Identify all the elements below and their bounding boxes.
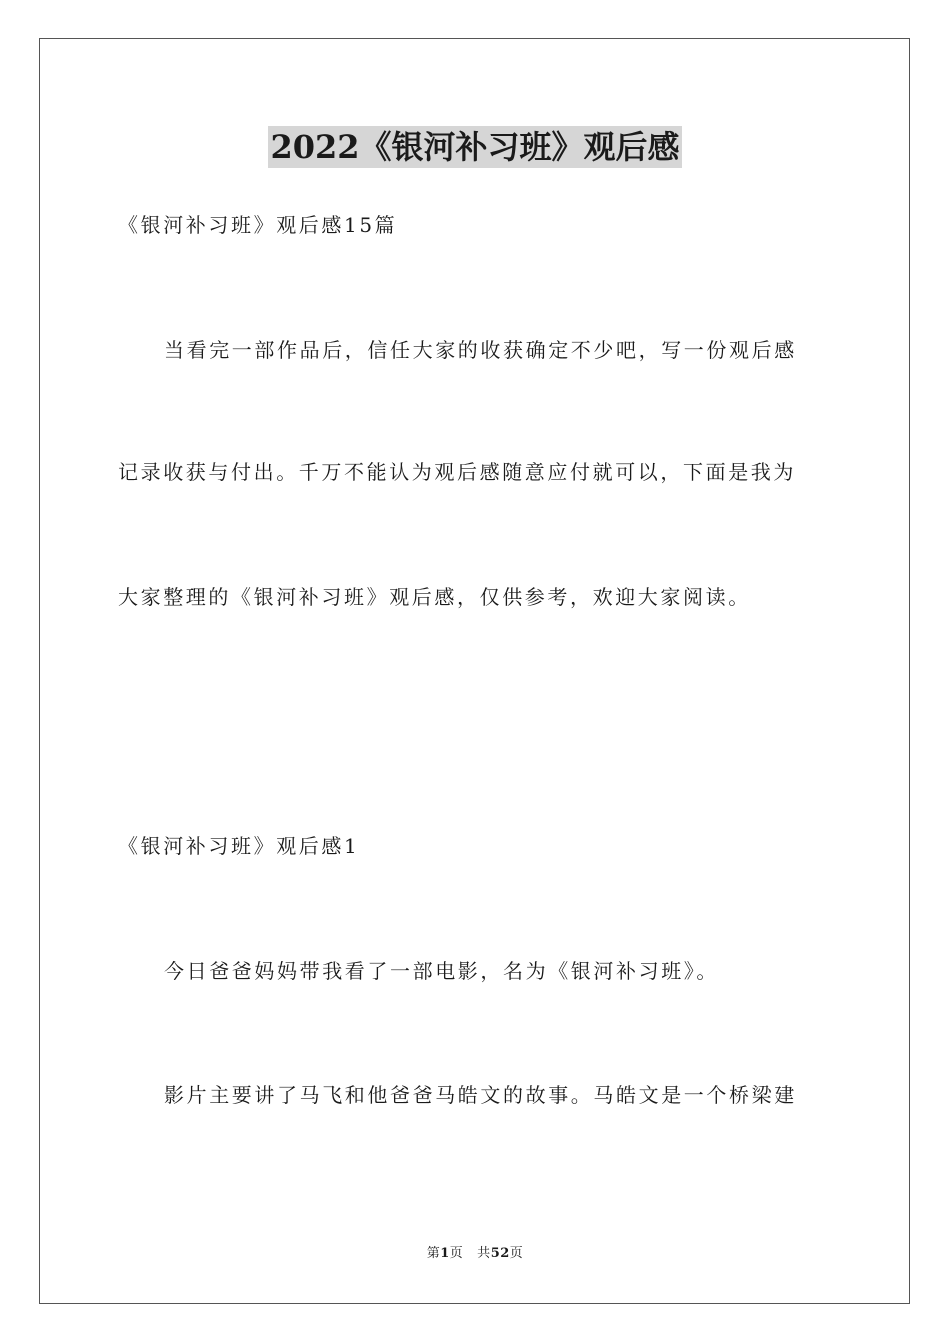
page-footer — [0, 1245, 950, 1263]
footer-page-suffix: 页 — [449, 1246, 464, 1261]
footer-total-prefix: 共 — [477, 1246, 491, 1261]
document-title: 2022《银河补习班》观后感 — [270, 128, 680, 166]
footer-page-prefix: 第 — [426, 1246, 441, 1261]
footer-total-pages: 52 — [490, 1246, 510, 1261]
body-line-2: 影片主要讲了马飞和他爸爸马皓文的故事。马皓文是一个桥梁建 — [164, 1083, 797, 1107]
footer-total-suffix: 页 — [509, 1246, 524, 1261]
document-subtitle: 《银河补习班》观后感15篇 — [118, 213, 398, 237]
intro-line-2: 记录收获与付出。千万不能认为观后感随意应付就可以，下面是我为 — [118, 460, 796, 484]
body-line-1: 今日爸爸妈妈带我看了一部电影，名为《银河补习班》。 — [164, 959, 719, 983]
title-container — [0, 126, 950, 168]
intro-line-1: 当看完一部作品后，信任大家的收获确定不少吧，写一份观后感 — [164, 338, 797, 362]
footer-page-number: 1 — [440, 1246, 450, 1261]
intro-line-3: 大家整理的《银河补习班》观后感，仅供参考，欢迎大家阅读。 — [118, 585, 751, 609]
section-heading: 《银河补习班》观后感1 — [118, 834, 360, 858]
